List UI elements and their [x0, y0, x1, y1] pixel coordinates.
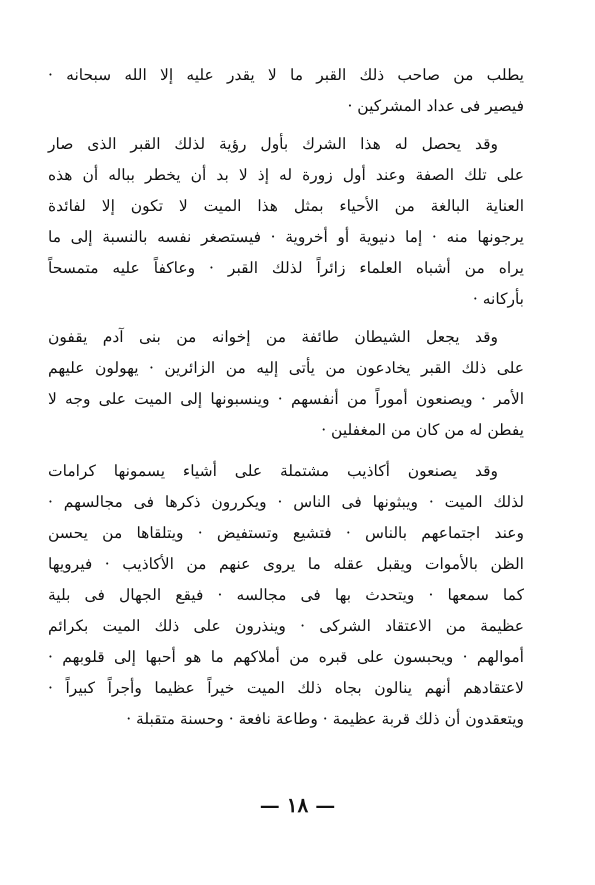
text-line: العناية البالغة من الأحياء بمثل هذا الميت لا تكون إلا لفائدة — [48, 197, 524, 215]
paragraph-2 — [48, 129, 524, 315]
text-line: لذلك الميت · ويبثونها فى الناس · ويكررون ذكرها فى مجالسهم · — [48, 493, 524, 511]
text-line: الأمر · ويصنعون أموراً من أنفسهم · وينسبونها إلى الميت على وجه لا — [48, 390, 524, 408]
paragraph-4 — [48, 456, 524, 735]
paragraph-1 — [48, 60, 524, 122]
text-line: وقد يجعل الشيطان طائفة من إخوانه من بنى آدم يقفون — [48, 328, 498, 346]
text-line: الظن بالأموات ويقبل عقله ما يروى عنهم من الأكاذيب · فيرويها — [48, 555, 524, 573]
text-line: أموالهم · ويحبسون على قبره من أملاكهم ما هو أحبها إلى قلوبهم · — [48, 648, 524, 666]
text-line: عظيمة من الاعتقاد الشركى · وينذرون على ذلك الميت بكرائم — [48, 617, 524, 635]
text-line: وقد يحصل له هذا الشرك بأول رؤية لذلك القبر الذى صار — [48, 135, 498, 153]
paragraph-3 — [48, 322, 524, 446]
page-number: — ١٨ — — [259, 793, 336, 817]
text-line: يرجونها منه · إما دنيوية أو أخروية · فيستصغر نفسه بالنسبة إلى ما — [48, 228, 524, 246]
text-line: وعند اجتماعهم بالناس · فتشيع وتستفيض · ويتلقاها من يحسن — [48, 524, 524, 542]
text-line: وقد يصنعون أكاذيب مشتملة على أشياء يسمونها كرامات — [48, 462, 498, 480]
text-line: فيصير فى عداد المشركين · — [347, 97, 524, 115]
text-line: يفطن له من كان من المغفلين · — [321, 421, 524, 439]
text-line: يطلب من صاحب ذلك القبر ما لا يقدر عليه إلا الله سبحانه · — [48, 66, 524, 84]
text-line: كما سمعها · ويتحدث بها فى مجالسه · فيقع الجهال فى بلية — [48, 586, 524, 604]
text-line: على ذلك القبر يخادعون من يأتى إليه من الزائرين · يهولون عليهم — [48, 359, 524, 377]
text-line: ويتعقدون أن ذلك قربة عظيمة · وطاعة نافعة · وحسنة متقبلة · — [126, 710, 524, 728]
text-line: على تلك الصفة وعند أول زورة له إذ لا بد أن يخطر بباله أن هذه — [48, 166, 524, 184]
text-line: بأركانه · — [472, 290, 524, 308]
text-line: يراه من أشباه العلماء زائراً لذلك القبر · وعاكفاً عليه متمسحاً — [48, 259, 524, 277]
text-line: لاعتقادهم أنهم ينالون بجاه ذلك الميت خيراً عظيما وأجراً كبيراً · — [48, 679, 524, 697]
